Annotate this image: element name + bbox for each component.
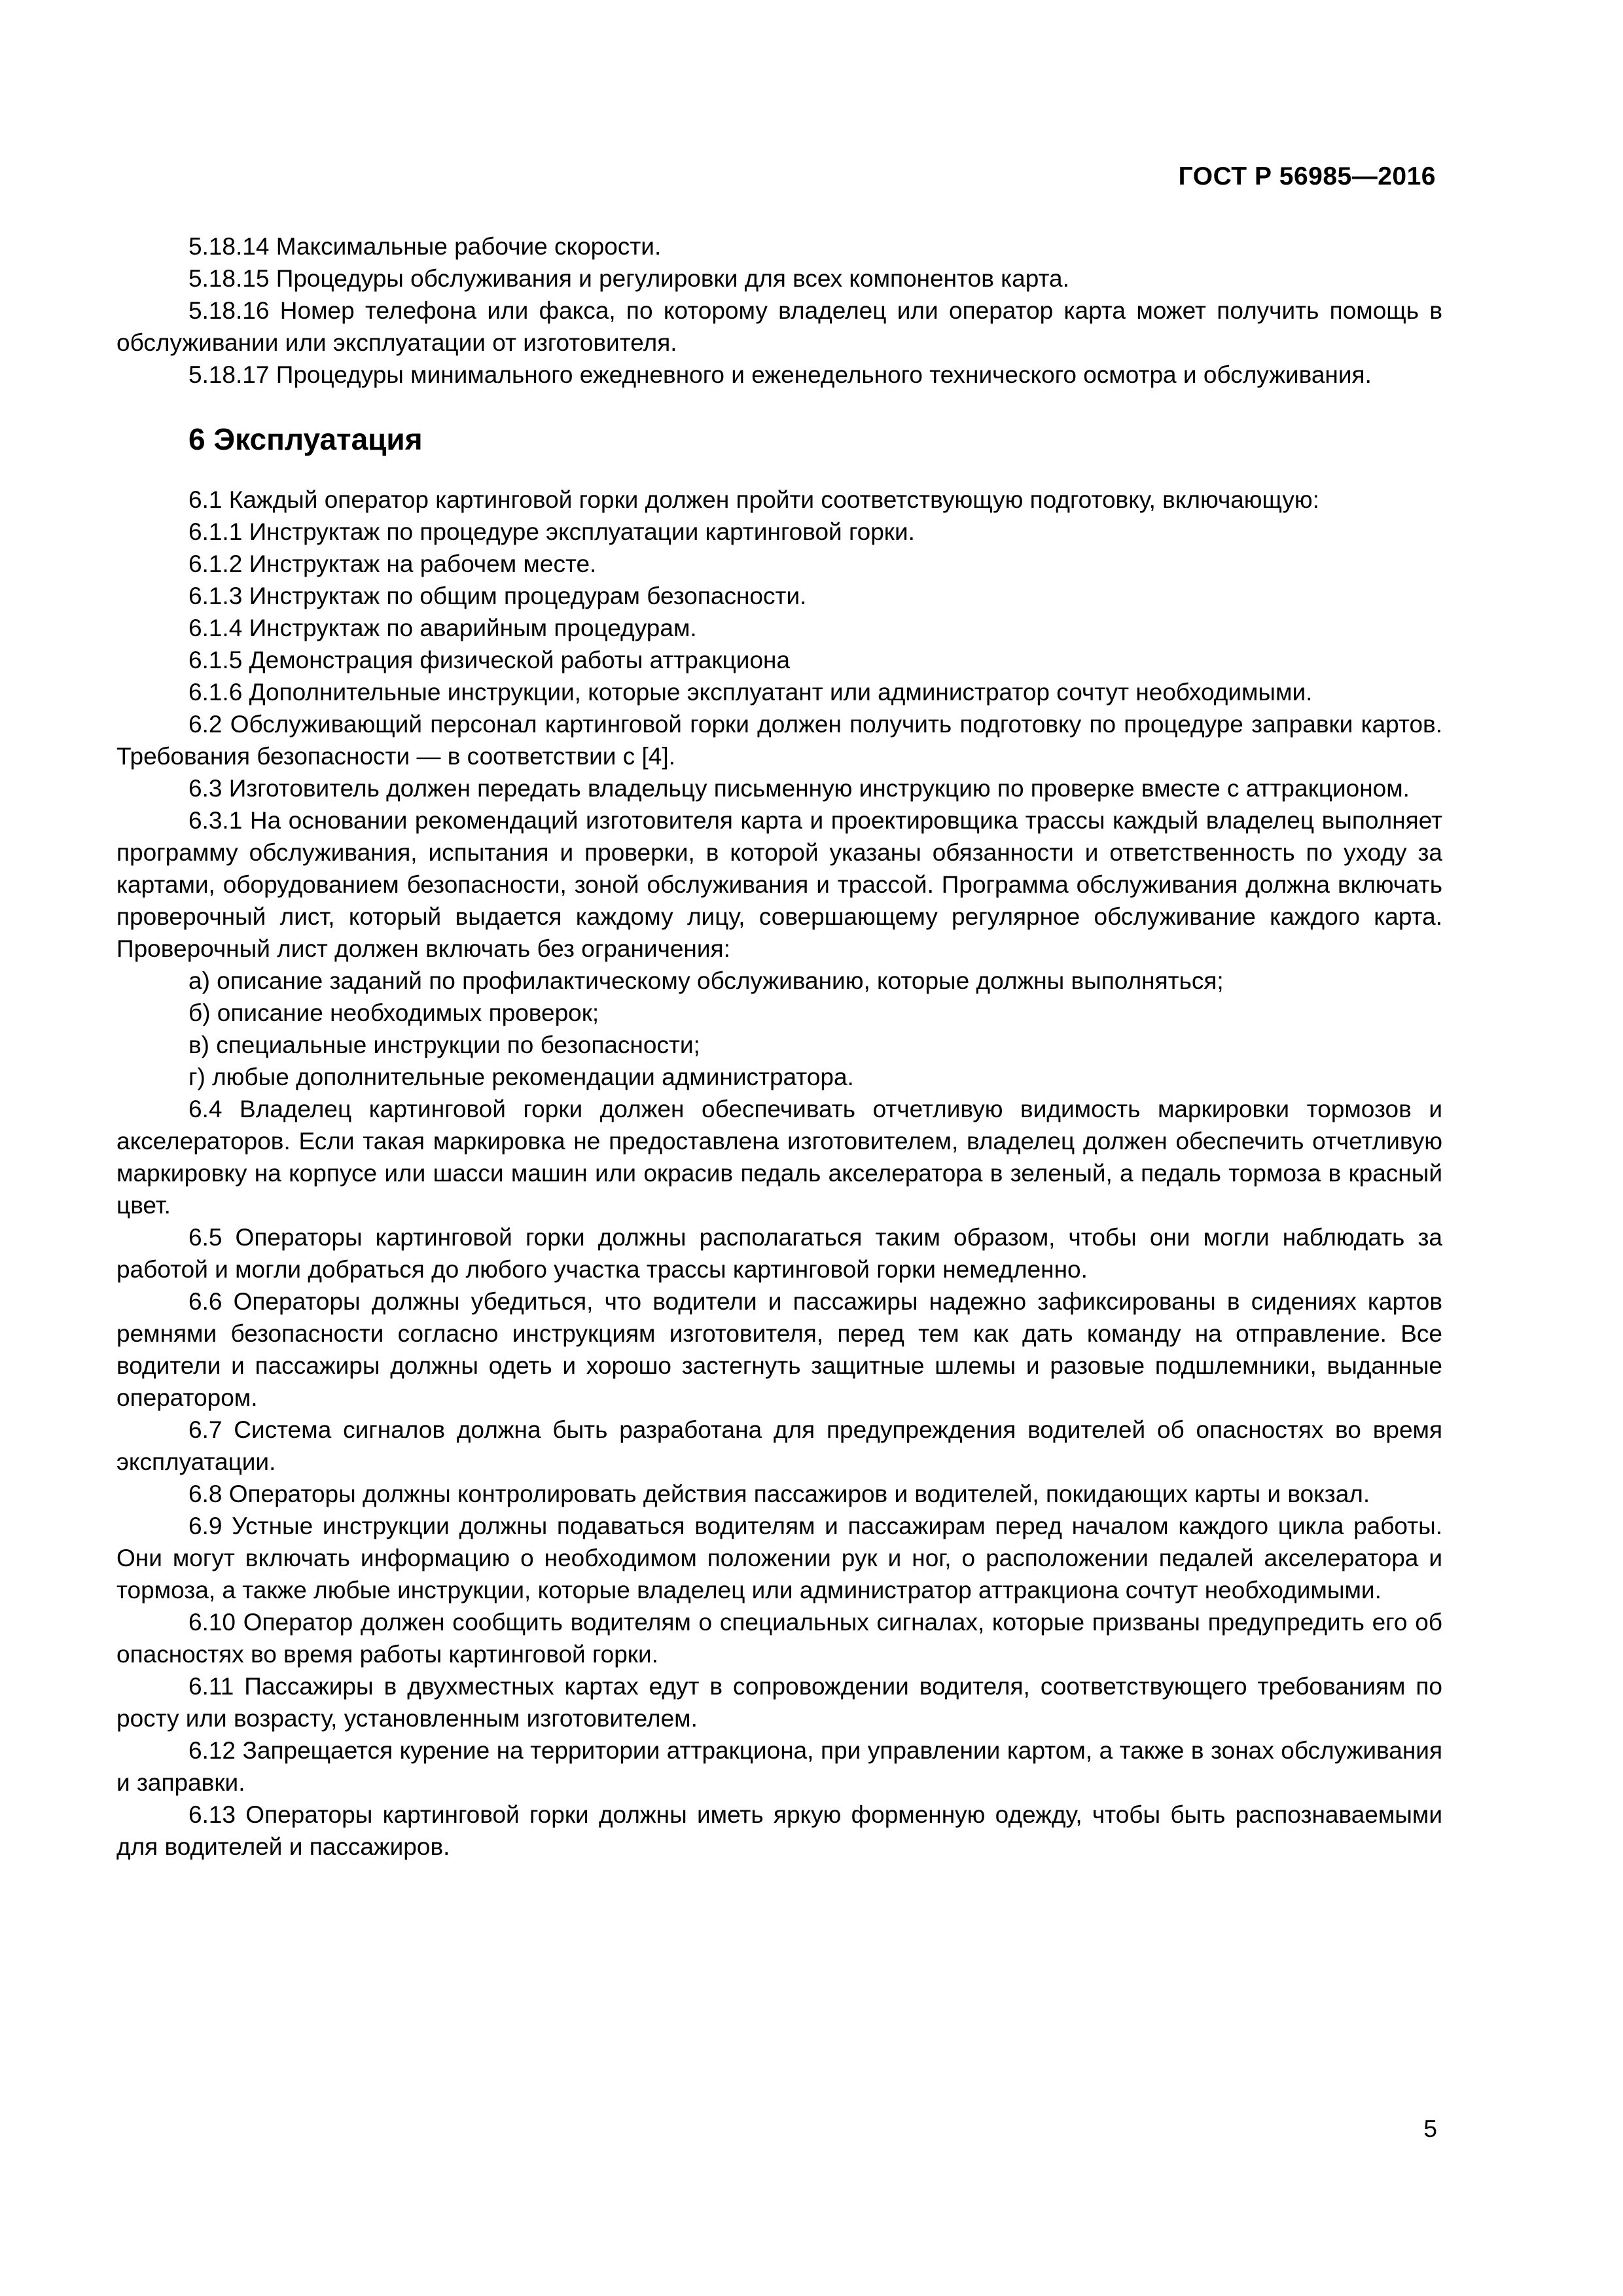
paragraph-6-2: 6.2 Обслуживающий персонал картинговой горки должен получить подготовку по процедуре заправки картов. Требования безопасности — в соответствии с [4].	[116, 711, 1442, 770]
paragraph-6-4: 6.4 Владелец картинговой горки должен обеспечивать отчетливую видимость маркировки тормозов и акселераторов. Если такая маркировка не предоставлена изготовителем, владелец должен обеспечить отчетливую маркировку на корпусе или шасси машин или окрасив педаль акселератора в зеленый, а педаль тормоза в красный цвет.	[116, 1096, 1442, 1219]
paragraph-5-18-17: 5.18.17 Процедуры минимального ежедневного и еженедельного технического осмотра и обслуживания.	[188, 361, 1372, 388]
paragraph-6-1-6: 6.1.6 Дополнительные инструкции, которые эксплуатант или администратор сочтут необходимыми.	[188, 679, 1313, 706]
paragraph-6-12: 6.12 Запрещается курение на территории аттракциона, при управлении картом, а также в зонах обслуживания и заправки.	[116, 1737, 1442, 1796]
section-title: 6 Эксплуатация	[188, 422, 423, 456]
paragraph-6-5: 6.5 Операторы картинговой горки должны располагаться таким образом, чтобы они могли наблюдать за работой и могли добраться до любого участка трассы картинговой горки немедленно.	[116, 1224, 1442, 1283]
paragraph-6-9: 6.9 Устные инструкции должны подаваться водителям и пассажирам перед началом каждого цикла работы. Они могут включать информацию о необходимом положении рук и ног, о расположении педалей акселератора и тормоза, а также любые инструкции, которые владелец или администратор аттракциона сочтут необходимыми.	[116, 1513, 1442, 1604]
paragraph-6-3: 6.3 Изготовитель должен передать владельцу письменную инструкцию по проверке вместе с аттракционом.	[188, 775, 1410, 802]
paragraph-6-1-3: 6.1.3 Инструктаж по общим процедурам безопасности.	[188, 583, 807, 609]
page-body	[116, 230, 1442, 1863]
paragraph-6-10: 6.10 Оператор должен сообщить водителям о специальных сигналах, которые призваны предупредить его об опасностях во время работы картинговой горки.	[116, 1609, 1442, 1668]
paragraph-6-8: 6.8 Операторы должны контролировать действия пассажиров и водителей, покидающих карты и вокзал.	[188, 1480, 1370, 1507]
page-number: 5	[1423, 2115, 1437, 2142]
list-item-v: в) специальные инструкции по безопасности;	[188, 1031, 700, 1058]
paragraph-6-6: 6.6 Операторы должны убедиться, что водители и пассажиры надежно зафиксированы в сидениях картов ремнями безопасности согласно инструкциям изготовителя, перед тем как дать команду на отправление. Все водители и пассажиры должны одеть и хорошо застегнуть защитные шлемы и разовые подшлемники, выданные оператором.	[116, 1288, 1442, 1411]
list-item-g: г) любые дополнительные рекомендации администратора.	[188, 1064, 854, 1090]
paragraph-5-18-15: 5.18.15 Процедуры обслуживания и регулировки для всех компонентов карта.	[188, 265, 1069, 292]
paragraph-6-1-1: 6.1.1 Инструктаж по процедуре эксплуатации картинговой горки.	[188, 518, 915, 545]
list-item-b: б) описание необходимых проверок;	[188, 999, 599, 1026]
paragraph-6-11: 6.11 Пассажиры в двухместных картах едут в сопровождении водителя, соответствующего требованиям по росту или возрасту, установленным изготовителем.	[116, 1673, 1442, 1732]
paragraph-6-1-4: 6.1.4 Инструктаж по аварийным процедурам.	[188, 615, 697, 641]
paragraph-6-13: 6.13 Операторы картинговой горки должны иметь яркую форменную одежду, чтобы быть распознаваемыми для водителей и пассажиров.	[116, 1801, 1442, 1860]
paragraph-5-18-16: 5.18.16 Номер телефона или факса, по которому владелец или оператор карта может получить помощь в обслуживании или эксплуатации от изготовителя.	[116, 297, 1442, 356]
document-code-header: ГОСТ Р 56985—2016	[1178, 162, 1436, 190]
paragraph-6-7: 6.7 Система сигналов должна быть разработана для предупреждения водителей об опасностях во время эксплуатации.	[116, 1416, 1442, 1475]
paragraph-6-3-1: 6.3.1 На основании рекомендаций изготовителя карта и проектировщика трассы каждый владелец выполняет программу обслуживания, испытания и проверки, в которой указаны обязанности и ответственность по уходу за картами, оборудованием безопасности, зоной обслуживания и трассой. Программа обслуживания должна включать проверочный лист, который выдается каждому лицу, совершающему регулярное обслуживание каждого карта. Проверочный лист должен включать без ограничения:	[116, 807, 1442, 962]
paragraph-6-1-5: 6.1.5 Демонстрация физической работы аттракциона	[188, 647, 791, 673]
paragraph-6-1-2: 6.1.2 Инструктаж на рабочем месте.	[188, 550, 597, 577]
list-item-a: а) описание заданий по профилактическому обслуживанию, которые должны выполняться;	[188, 967, 1224, 994]
paragraph-5-18-14: 5.18.14 Максимальные рабочие скорости.	[188, 233, 662, 260]
paragraph-6-1: 6.1 Каждый оператор картинговой горки должен пройти соответствующую подготовку, включающую:	[188, 486, 1319, 513]
